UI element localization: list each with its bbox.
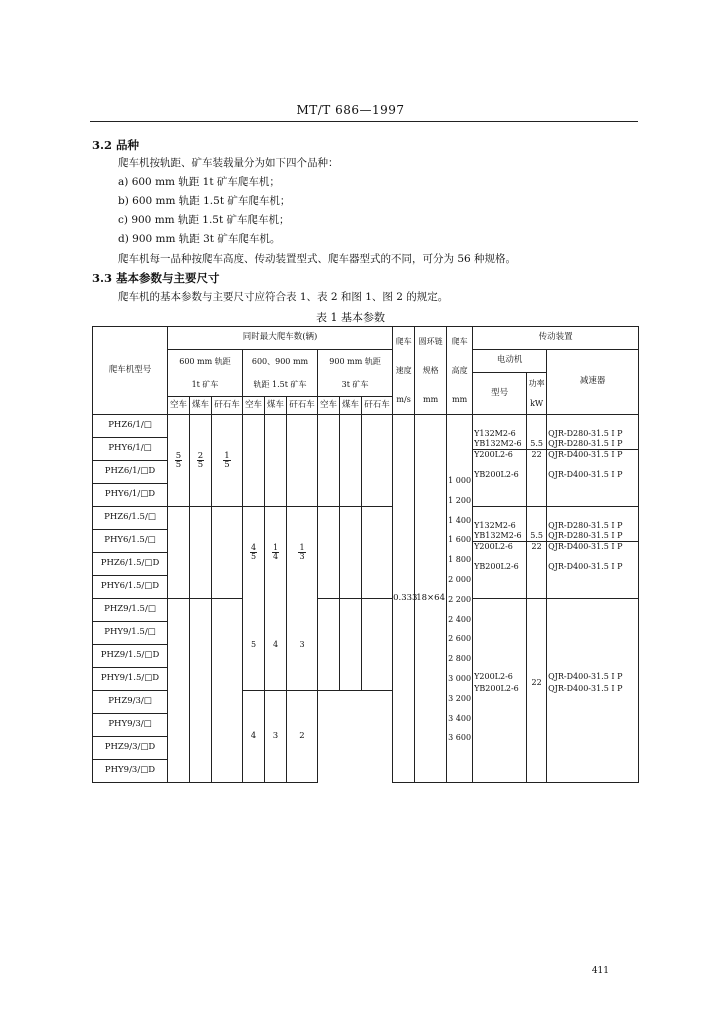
header-speed: 爬车 速度 m/s (393, 327, 415, 415)
height-value: 1 200 (448, 495, 472, 505)
height-value: 2 200 (448, 594, 472, 604)
height-value: 1 800 (448, 555, 472, 565)
header-model: 爬车机型号 (93, 327, 168, 415)
model-cell: PHY9/3/□D (93, 760, 168, 783)
empty-cell (318, 599, 340, 691)
motor-types: Y200L2-6 YB200L2-6 (473, 599, 527, 783)
empty-cell (362, 507, 393, 599)
variety-item-b: b) 600 mm 轨距 1.5t 矿车爬车机； (118, 195, 291, 207)
empty-cell (318, 415, 340, 507)
g2-value: $\frac{1}{4}$ 4 (265, 507, 287, 691)
section-3-2-intro: 爬车机按轨距、矿车装载量分为如下四个品种： (118, 157, 339, 169)
g1-value: $\frac{2}{5}$ (190, 415, 212, 507)
speed-value: 0.333 (393, 415, 415, 783)
model-cell: PHY9/3/□ (93, 714, 168, 737)
model-cell: PHY6/1/□ (93, 438, 168, 461)
model-cell: PHZ6/1/□ (93, 415, 168, 438)
variety-item-d: d) 900 mm 轨距 3t 矿车爬车机。 (118, 233, 281, 245)
reducer-models: QJR-D280-31.5 I P QJR-D280-31.5 I P QJR-D400-31.5 I P QJR-D400-31.5 I P (547, 415, 639, 507)
empty-cell (362, 599, 393, 691)
model-cell: PHZ9/1.5/□D (93, 645, 168, 668)
height-value: 1 600 (448, 535, 472, 545)
empty-cell (212, 599, 243, 783)
subheader-cell: 煤车 (190, 397, 212, 415)
chain-value: 18×64 (415, 415, 447, 783)
model-cell: PHZ9/3/□D (93, 737, 168, 760)
variety-item-c: c) 900 mm 轨距 1.5t 矿车爬车机； (118, 214, 290, 226)
g1-value: $\frac{5}{5}$ (168, 415, 190, 507)
empty-cell (287, 415, 318, 507)
empty-cell (362, 415, 393, 507)
empty-cell (168, 507, 190, 599)
empty-cell (340, 507, 362, 599)
subheader-cell: 矸石车 (287, 397, 318, 415)
height-value: 3 200 (448, 693, 472, 703)
header-motor: 电动机 (473, 350, 547, 373)
height-values (447, 415, 473, 783)
reducer-models: QJR-D400-31.5 I P QJR-D400-31.5 I P (547, 599, 639, 783)
header-group-2: 600、900 mm 轨距 1.5t 矿车 (243, 350, 318, 397)
page-number: 411 (591, 966, 609, 976)
empty-cell (340, 599, 362, 691)
header-type: 型号 (473, 373, 527, 415)
height-value: 3 000 (448, 673, 472, 683)
section-3-3-title: 3.3 基本参数与主要尺寸 (92, 271, 220, 285)
header-reducer: 减速器 (547, 350, 639, 415)
model-cell: PHZ9/1.5/□ (93, 599, 168, 622)
g3-value: 4 (243, 691, 265, 783)
header-chain: 圆环链 规格 mm (415, 327, 447, 415)
model-cell: PHZ9/3/□ (93, 691, 168, 714)
height-value: 2 600 (448, 634, 472, 644)
reducer-models: QJR-D280-31.5 I P QJR-D280-31.5 I P QJR-D400-31.5 I P QJR-D400-31.5 I P (547, 507, 639, 599)
model-cell: PHZ6/1.5/□D (93, 553, 168, 576)
height-value: 1 000 (448, 476, 472, 485)
section-3-2-closing: 爬车机每一品种按爬车高度、传动装置型式、爬车器型式的不同，可分为 56 种规格。 (118, 253, 517, 265)
basic-parameters-table (92, 326, 639, 783)
model-cell: PHY9/1.5/□D (93, 668, 168, 691)
section-3-2-title: 3.2 品种 (92, 138, 140, 152)
model-cell: PHY6/1/□D (93, 484, 168, 507)
model-cell: PHY6/1.5/□D (93, 576, 168, 599)
motor-types: Y132M2-6 YB132M2-6 Y200L2-6 YB200L2-6 (473, 415, 527, 507)
section-3-3-text: 爬车机的基本参数与主要尺寸应符合表 1、表 2 和图 1、图 2 的规定。 (118, 291, 449, 303)
height-value: 2 400 (448, 614, 472, 624)
height-value: 2 800 (448, 654, 472, 664)
empty-cell (212, 507, 243, 599)
empty-cell (190, 599, 212, 783)
motor-power: 22 (527, 599, 547, 783)
g1-value: $\frac{1}{5}$ (212, 415, 243, 507)
header-rule (90, 121, 638, 122)
g3-value: 3 (265, 691, 287, 783)
header-drive: 传动装置 (473, 327, 639, 350)
model-cell: PHZ6/1/□D (93, 461, 168, 484)
table-caption: 表 1 基本参数 (316, 311, 385, 324)
motor-powers: 5.5 22 (527, 507, 547, 599)
motor-powers: 5.5 22 (527, 415, 547, 507)
empty-cell (318, 507, 340, 599)
model-cell: PHZ6/1.5/□ (93, 507, 168, 530)
header-max-cars: 同时最大爬车数(辆) (168, 327, 393, 350)
empty-cell (168, 599, 190, 783)
motor-types: Y132M2-6 YB132M2-6 Y200L2-6 YB200L2-6 (473, 507, 527, 599)
empty-cell (340, 415, 362, 507)
subheader-cell: 空车 (318, 397, 340, 415)
empty-cell (243, 415, 265, 507)
g2-value: $\frac{1}{3}$ 3 (287, 507, 318, 691)
height-value: 3 600 (448, 733, 472, 743)
height-value: 3 400 (448, 713, 472, 723)
empty-cell (265, 415, 287, 507)
model-cell: PHY9/1.5/□ (93, 622, 168, 645)
height-value: 1 400 (448, 515, 472, 525)
subheader-cell: 煤车 (265, 397, 287, 415)
header-height: 爬车 高度 mm (447, 327, 473, 415)
subheader-cell: 空车 (243, 397, 265, 415)
subheader-cell: 煤车 (340, 397, 362, 415)
subheader-cell: 空车 (168, 397, 190, 415)
header-power: 功率 kW (527, 373, 547, 415)
header-group-1: 600 mm 轨距 1t 矿车 (168, 350, 243, 397)
variety-item-a: a) 600 mm 轨距 1t 矿车爬车机； (118, 176, 280, 188)
subheader-cell: 矸石车 (362, 397, 393, 415)
subheader-cell: 矸石车 (212, 397, 243, 415)
header-group-3: 900 mm 轨距 3t 矿车 (318, 350, 393, 397)
g3-value: 2 (287, 691, 318, 783)
page-header: MT/T 686—1997 (296, 103, 405, 117)
model-cell: PHY6/1.5/□ (93, 530, 168, 553)
height-value: 2 000 (448, 574, 472, 584)
g2-value: $\frac{4}{5}$ 5 (243, 507, 265, 691)
empty-cell (190, 507, 212, 599)
